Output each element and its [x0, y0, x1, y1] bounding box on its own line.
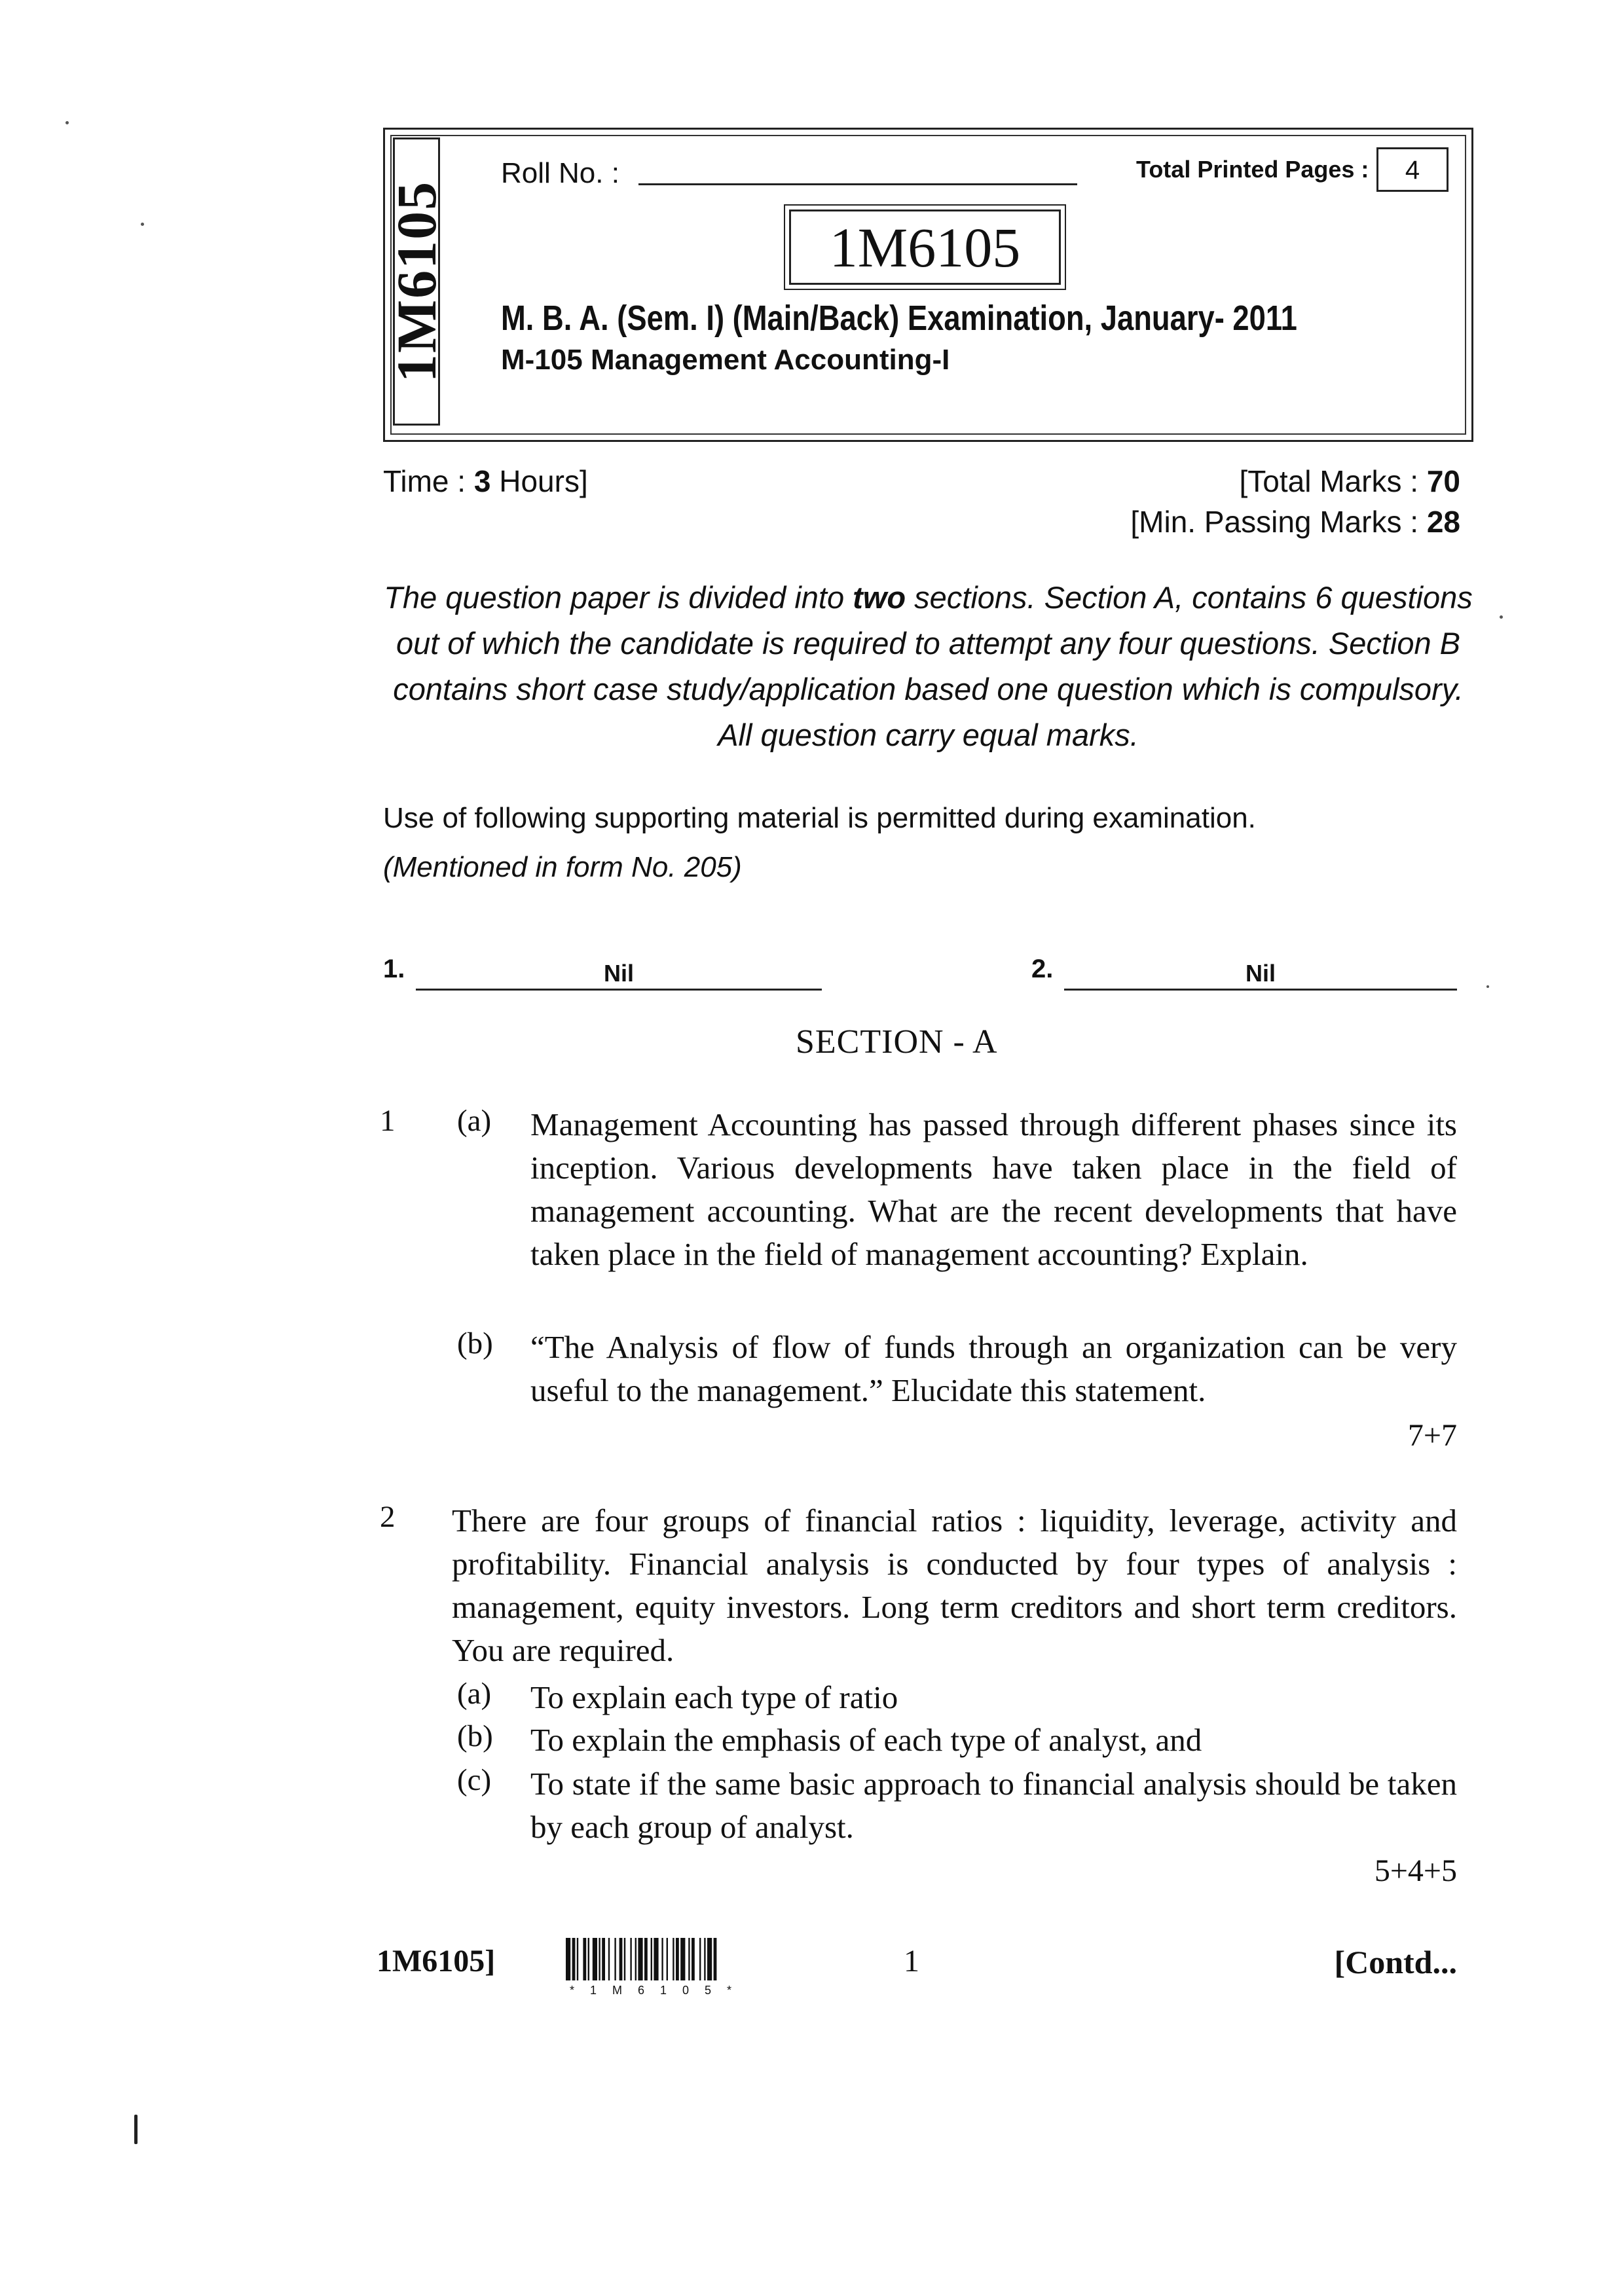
instructions-part1: The question paper is divided into: [384, 580, 853, 615]
barcode-bar: [692, 1938, 695, 1980]
course-title: M-105 Management Accounting-I: [501, 344, 950, 376]
scan-speck: [65, 121, 69, 124]
question-1a-text: Management Accounting has passed through different phases since its inception. Various developments have taken place in the field of management accounting. What are the recent developments that have taken place in the field of management accounting? Explain.: [530, 1106, 1457, 1272]
page-number: 1: [904, 1944, 919, 1978]
material-2-line: [1064, 989, 1457, 991]
question-1-number: 1: [380, 1104, 396, 1138]
barcode-bar: [624, 1938, 625, 1980]
scan-speck: [1486, 985, 1489, 988]
barcode-bar: [614, 1938, 616, 1980]
barcode-icon: [563, 1938, 845, 1980]
question-2-marks: 5+4+5: [1374, 1853, 1457, 1888]
total-marks: [1240, 464, 1460, 499]
question-1b-label: (b): [457, 1326, 493, 1360]
barcode-bar: [707, 1938, 712, 1980]
barcode-bar: [608, 1938, 610, 1980]
barcode-bar: [566, 1938, 570, 1980]
instructions-part2: sections. Section A, contains 6 questions out of which the candidate is required to attempt any four questions. Section B contains short case study/application based one question which is compulsory. All question carry equal marks.: [393, 580, 1473, 752]
barcode-bar: [630, 1938, 631, 1980]
time-allowed: [383, 464, 588, 499]
barcode-bar: [599, 1938, 600, 1980]
barcode-bar: [654, 1938, 658, 1980]
instructions: [383, 575, 1473, 758]
total-marks-value: 70: [1426, 464, 1460, 498]
barcode-bar: [588, 1938, 589, 1980]
barcode-bar: [676, 1938, 679, 1980]
barcode-bar: [635, 1938, 637, 1980]
form-note: (Mentioned in form No. 205): [383, 851, 742, 883]
question-2c-text: To state if the same basic approach to financial analysis should be taken by each group of analyst.: [530, 1766, 1457, 1845]
barcode-bar: [583, 1938, 586, 1980]
barcode-bar: [651, 1938, 652, 1980]
barcode-bar: [714, 1938, 717, 1980]
barcode-bar: [661, 1938, 663, 1980]
barcode-bar: [688, 1938, 690, 1980]
barcode-bar: [577, 1938, 578, 1980]
supporting-material-line: Use of following supporting material is permitted during examination.: [383, 802, 1256, 834]
scan-mark: [134, 2115, 138, 2144]
time-label: Time :: [383, 464, 474, 498]
question-2-text: There are four groups of financial ratios : liquidity, leverage, activity and profitability. Financial analysis is conducted by four types of analysis : management, equity investors. Long term creditors and short term creditors. You are required.: [452, 1503, 1457, 1668]
barcode-bar: [680, 1938, 685, 1980]
barcode-bar: [673, 1938, 674, 1980]
time-suffix: Hours]: [490, 464, 588, 498]
barcode-digits: *1M6105*: [570, 1984, 748, 1997]
question-2a-label: (a): [457, 1677, 492, 1711]
barcode-bar: [644, 1938, 648, 1980]
roll-number-field[interactable]: [638, 183, 1077, 185]
total-pages-value: 4: [1376, 147, 1449, 192]
question-2b-label: (b): [457, 1719, 493, 1753]
paper-code: 1M6105: [789, 210, 1061, 285]
exam-title: M. B. A. (Sem. I) (Main/Back) Examination, January- 2011: [501, 299, 1297, 338]
barcode-bar: [699, 1938, 701, 1980]
barcode-bar: [667, 1938, 668, 1980]
question-1-marks: 7+7: [1407, 1418, 1457, 1453]
min-marks-label: [Min. Passing Marks :: [1130, 505, 1427, 539]
section-title: SECTION - A: [796, 1023, 998, 1061]
barcode-bar: [619, 1938, 623, 1980]
barcode-bar: [572, 1938, 576, 1980]
total-marks-label: [Total Marks :: [1239, 464, 1427, 498]
side-code-box: [385, 137, 448, 426]
barcode-bar: [704, 1938, 705, 1980]
question-2b-text: To explain the emphasis of each type of analyst, and: [530, 1722, 1202, 1758]
footer-paper-code: 1M6105]: [377, 1944, 496, 1978]
question-1b-text: “The Analysis of flow of funds through an organization can be very useful to the management.” Elucidate this statement.: [530, 1329, 1457, 1408]
min-passing-marks: [1130, 504, 1460, 539]
material-2-number: 2.: [1031, 955, 1054, 983]
roll-number-label: Roll No. :: [501, 157, 619, 189]
barcode-bar: [638, 1938, 642, 1980]
min-marks-value: 28: [1426, 505, 1460, 539]
material-1-value: Nil: [603, 960, 634, 987]
scan-speck: [141, 223, 144, 226]
time-value: 3: [473, 464, 491, 498]
total-pages-label: Total Printed Pages :: [1136, 156, 1369, 183]
instructions-emphasis: two: [853, 580, 906, 615]
question-2a-text: To explain each type of ratio: [530, 1679, 898, 1715]
barcode-bar: [602, 1938, 605, 1980]
question-2-number: 2: [380, 1500, 396, 1534]
question-1a-label: (a): [457, 1104, 492, 1138]
side-paper-code: 1M6105: [385, 180, 448, 383]
continued-marker: [Contd...: [1334, 1944, 1457, 1980]
material-1-line: [416, 989, 822, 991]
question-2c-label: (c): [457, 1763, 492, 1797]
scan-speck: [1500, 615, 1503, 619]
barcode-bar: [593, 1938, 597, 1980]
material-2-value: Nil: [1245, 960, 1276, 987]
material-1-number: 1.: [383, 955, 405, 983]
